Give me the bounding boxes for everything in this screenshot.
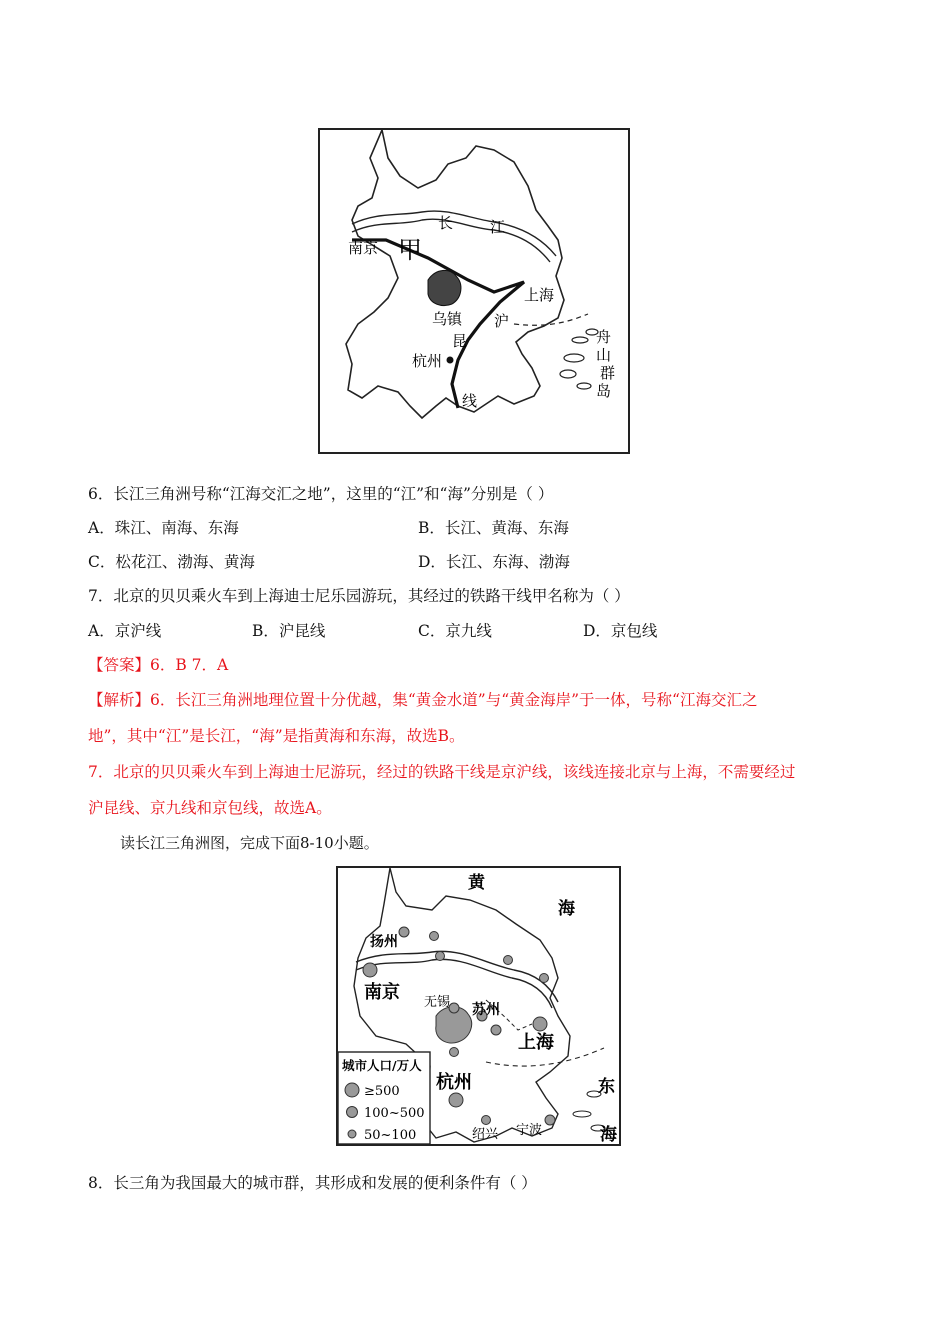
city-marker-shaoxing: [482, 1116, 491, 1125]
question-8-stem: 8．长三角为我国最大的城市群，其形成和发展的便利条件有（ ）: [88, 1174, 537, 1192]
label-hai-top: 海: [558, 899, 575, 919]
analysis-line-1: 【解析】6．长江三角洲地理位置十分优越，集“黄金水道”与“黄金海岸”于一体，号称“江海交汇之: [88, 691, 758, 709]
city-marker-4: [540, 974, 549, 983]
label-zhou: 舟: [596, 328, 612, 346]
label-chang: 长: [438, 214, 454, 232]
q7-option-c: C．京九线: [418, 622, 492, 640]
city-marker-yangzhou: [399, 927, 409, 937]
city-marker-hangzhou: [449, 1093, 463, 1107]
city-marker-5: [491, 1025, 501, 1035]
q7-option-a: A．京沪线: [88, 622, 162, 640]
legend-marker-large: [345, 1083, 359, 1097]
legend-marker-medium: [347, 1107, 358, 1118]
legend-item-small: 50~100: [364, 1128, 417, 1143]
city-marker-2: [436, 952, 445, 961]
label-shanghai-2: 上海: [518, 1032, 554, 1053]
label-ningbo: 宁波: [516, 1123, 543, 1138]
analysis-line-4: 沪昆线、京九线和京包线，故选A。: [88, 799, 332, 817]
legend-item-large: ≥500: [364, 1084, 400, 1099]
legend-title: 城市人口/万人: [342, 1058, 422, 1073]
city-marker-6: [450, 1048, 459, 1057]
label-wuxi: 无锡: [424, 995, 451, 1010]
label-yangzhou: 扬州: [370, 934, 398, 950]
legend-item-medium: 100~500: [364, 1106, 425, 1121]
label-xian: 线: [462, 392, 478, 410]
yangtze-delta-railway-map: [318, 128, 630, 454]
city-marker-3: [504, 956, 513, 965]
label-hai-bottom: 海: [600, 1125, 617, 1145]
label-wuzhen: 乌镇: [432, 310, 463, 328]
label-nanjing: 南京: [348, 239, 379, 257]
label-shan: 山: [596, 346, 612, 364]
label-huang: 黄: [468, 873, 485, 893]
city-marker-shanghai: [533, 1017, 547, 1031]
label-suzhou: 苏州: [472, 1002, 500, 1018]
analysis-line-3: 7．北京的贝贝乘火车到上海迪士尼游玩，经过的铁路干线是京沪线，该线连接北京与上海，不需要经过: [88, 763, 796, 781]
label-jiang: 江: [490, 218, 506, 236]
analysis-line-2: 地”，其中“江”是长江，“海”是指黄海和东海，故选B。: [88, 727, 465, 745]
answer-line: 【答案】6．B 7．A: [88, 656, 229, 674]
label-dong: 东: [598, 1077, 615, 1097]
city-marker-ningbo: [545, 1115, 555, 1125]
city-marker-nanjing: [363, 963, 377, 977]
hangzhou-marker: [447, 357, 454, 364]
yangtze-delta-city-map: [336, 866, 621, 1146]
label-hu: 沪: [494, 312, 510, 330]
q6-option-b: B．长江、黄海、东海: [418, 519, 569, 537]
label-shanghai: 上海: [524, 286, 555, 304]
q6-option-c: C．松花江、渤海、黄海: [88, 553, 255, 571]
q7-option-b: B．沪昆线: [252, 622, 326, 640]
taihu-lake: [428, 270, 461, 305]
legend: [338, 1052, 430, 1144]
question-7-stem: 7．北京的贝贝乘火车到上海迪士尼乐园游玩，其经过的铁路干线甲名称为（ ）: [88, 587, 630, 605]
label-shaoxing: 绍兴: [472, 1127, 499, 1142]
question-6-stem: 6．长江三角洲号称“江海交汇之地”，这里的“江”和“海”分别是（ ）: [88, 485, 554, 503]
label-hangzhou: 杭州: [412, 352, 443, 370]
q6-option-a: A．珠江、南海、东海: [88, 519, 239, 537]
label-hangzhou-2: 杭州: [436, 1072, 472, 1093]
city-marker-wuxi: [449, 1003, 459, 1013]
q7-option-d: D．京包线: [583, 622, 658, 640]
label-dao: 岛: [596, 382, 612, 400]
city-marker-1: [430, 932, 439, 941]
label-qun: 群: [600, 364, 616, 382]
legend-marker-small: [348, 1130, 356, 1138]
label-kun: 昆: [452, 332, 468, 350]
q6-option-d: D．长江、东海、渤海: [418, 553, 570, 571]
intro-text: 读长江三角洲图，完成下面8-10小题。: [120, 834, 379, 852]
label-nanjing-2: 南京: [364, 982, 400, 1003]
label-jia: 甲: [398, 236, 422, 264]
